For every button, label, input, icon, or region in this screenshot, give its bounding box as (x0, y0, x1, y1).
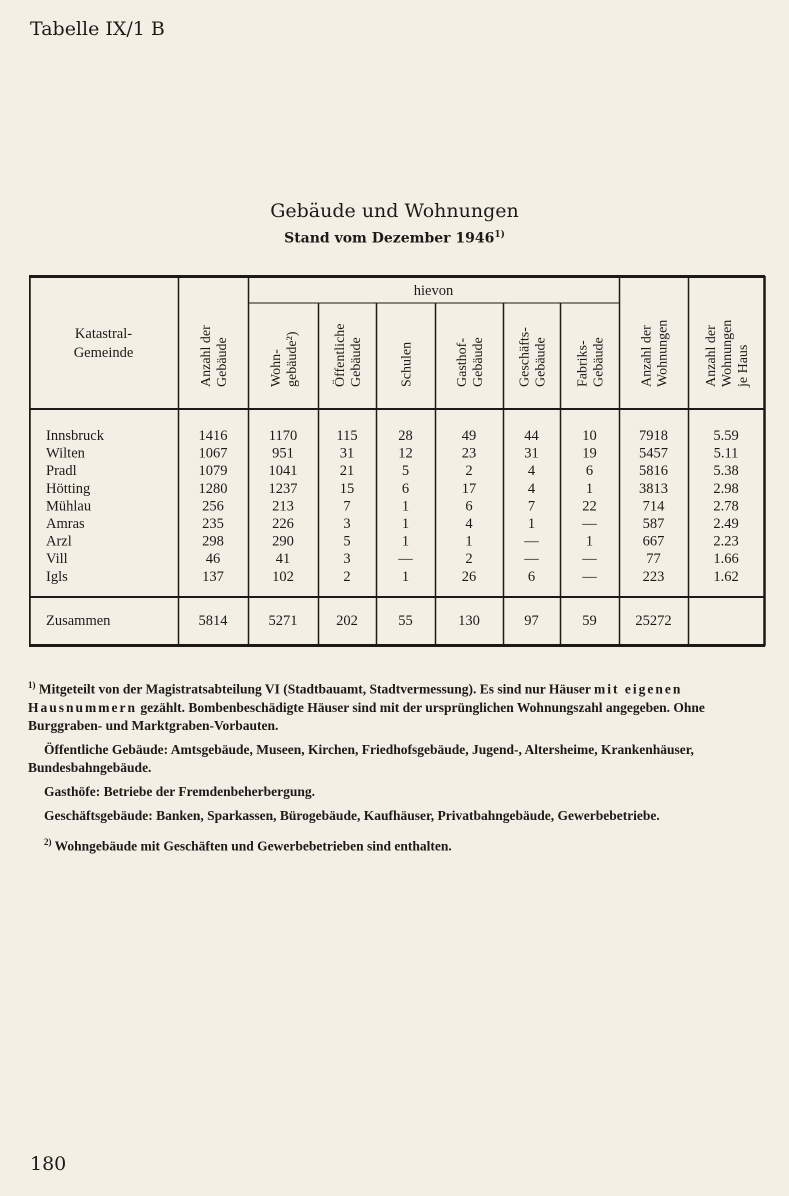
header-anzahl-wohnungen: Anzahl der (639, 325, 655, 387)
table-cell: 12 (398, 445, 413, 462)
page-subtitle (0, 230, 789, 247)
table-cell: 102 (272, 568, 294, 585)
table-label: Tabelle IX/1 B (30, 18, 165, 40)
header-geschaefts: Gebäude (533, 337, 549, 387)
table-cell: — (582, 568, 597, 585)
table-cell: 22 (582, 498, 597, 515)
table-cell: 587 (642, 516, 665, 532)
header-gasthof: Gasthof- (455, 338, 470, 387)
header-wohngebaeude: Wohn- (269, 349, 284, 387)
definition-geschaeftsgebaeude-text: Banken, Sparkassen, Bürogebäude, Kaufhäuser, Privatbahngebäude, Gewerbebetriebe. (156, 807, 660, 823)
table-cell: 17 (461, 480, 477, 497)
buildings-table-drawing (29, 275, 767, 647)
header-gasthof: Gebäude (471, 337, 486, 387)
table-cell: 41 (275, 551, 291, 568)
table-cell: 5457 (639, 445, 668, 462)
total-cell: 59 (582, 613, 597, 629)
table-cell: 7 (527, 498, 536, 515)
header-wohnungen-je-haus: je Haus (736, 344, 751, 387)
header-anzahl-wohnungen: Wohnungen (655, 319, 671, 387)
table-cell: 213 (272, 498, 294, 515)
header-anzahl-gebaeude: Gebäude (215, 337, 230, 387)
table-cell: 1 (465, 533, 473, 550)
header-oeffentliche: Öffentliche (333, 323, 348, 387)
footnote-1-mark: 1) (28, 680, 36, 690)
table-cell: 3 (343, 516, 351, 532)
table-cell: 2 (465, 463, 473, 480)
total-cell: 55 (398, 613, 413, 629)
row-label: Igls (46, 568, 68, 585)
total-cell: 130 (458, 613, 480, 629)
header-anzahl-gebaeude: Anzahl der (199, 325, 214, 387)
row-label: Mühlau (46, 498, 92, 515)
page-number: 180 (30, 1153, 67, 1175)
group-header-hievon: hievon (413, 283, 454, 299)
footnote-2-text: Wohngebäude mit Geschäften und Gewerbebetrieben sind enthalten. (54, 838, 452, 853)
header-gemeinde: Gemeinde (73, 345, 134, 361)
table-cell: 1.62 (713, 568, 739, 585)
buildings-table (29, 275, 767, 647)
table-cell: 223 (642, 568, 665, 585)
footnote-1-emphasis: mit eigenen Hausnummern (28, 681, 683, 715)
table-cell: 1041 (268, 463, 298, 480)
row-label: Pradl (46, 463, 77, 480)
footnote-2 (28, 833, 766, 856)
table-cell: 1 (401, 516, 410, 532)
table-cell: 26 (461, 568, 477, 585)
table-cell: 5816 (639, 463, 668, 480)
table-cell: 2 (465, 551, 473, 568)
footnotes (28, 676, 766, 861)
table-cell: 256 (202, 498, 224, 515)
table-cell: 6 (527, 568, 536, 585)
table-cell: 290 (272, 533, 294, 550)
table-cell: 2.49 (713, 516, 739, 532)
row-label: Hötting (46, 480, 91, 497)
definition-gasthoefe (28, 783, 766, 801)
table-cell: 5 (343, 533, 351, 550)
header-wohnungen-je-haus: Wohnungen (720, 319, 735, 387)
definition-geschaeftsgebaeude (28, 807, 766, 825)
header-fabriks: Fabriks- (575, 340, 591, 387)
table-cell: 6 (465, 498, 473, 515)
table-cell: 49 (461, 428, 477, 444)
header-oeffentliche: Gebäude (349, 337, 364, 387)
table-cell: 2.23 (713, 533, 739, 550)
table-cell: 2.98 (713, 480, 739, 497)
table-cell: 4 (527, 480, 536, 497)
table-cell: 15 (339, 480, 355, 497)
footnote-1-text-a: Mitgeteilt von der Magistratsabteilung VI (Stadtbauamt, Stadtvermessung). Es sind nur Häuser (38, 681, 591, 697)
table-cell: 1170 (268, 428, 298, 444)
table-cell: 1067 (198, 445, 228, 462)
page-title: Gebäude und Wohnungen (270, 200, 519, 222)
table-cell: — (582, 516, 597, 532)
table-cell: 2.78 (713, 498, 739, 515)
total-cell: 202 (336, 613, 358, 629)
table-cell: 951 (272, 445, 294, 462)
table-cell: 1 (585, 533, 594, 550)
table-cell: 7 (343, 498, 351, 515)
table-cell: 115 (336, 428, 358, 444)
table-cell: 1.66 (713, 551, 739, 568)
table-cell: 1 (527, 516, 536, 532)
table-cell: 23 (461, 445, 477, 462)
table-cell: 3813 (639, 480, 668, 497)
row-label: Arzl (46, 533, 72, 550)
subtitle-text: Stand vom Dezember 1946 (284, 230, 495, 247)
table-cell: 5 (401, 463, 410, 480)
definition-gasthoefe-term: Gasthöfe: (44, 783, 101, 799)
table-cell: 31 (339, 445, 355, 462)
definition-oeffentliche (28, 741, 766, 777)
table-cell: 5.38 (713, 463, 739, 480)
total-cell: 5814 (198, 613, 228, 629)
table-cell: 667 (642, 533, 665, 550)
definition-gasthoefe-text: Betriebe der Fremdenbeherbergung. (103, 783, 315, 799)
table-cell: — (524, 533, 539, 550)
table-cell: 1079 (198, 463, 228, 480)
header-gemeinde: Katastral- (74, 326, 133, 342)
table-cell: — (582, 551, 597, 568)
table-cell: 1 (401, 568, 410, 585)
subtitle-footnote-mark: 1) (494, 230, 505, 240)
table-cell: 5.11 (713, 445, 739, 462)
table-cell: 226 (272, 516, 294, 532)
table-cell: 1 (585, 480, 594, 497)
table-cell: 21 (339, 463, 355, 480)
table-cell: 44 (524, 428, 539, 444)
row-label: Amras (46, 516, 85, 532)
table-cell: 3 (343, 551, 351, 568)
table-cell: 2 (343, 568, 351, 585)
table-cell: 4 (465, 516, 473, 532)
table-cell: 4 (527, 463, 536, 480)
table-cell: 19 (582, 445, 597, 462)
table-cell: 77 (646, 551, 661, 568)
table-cell: 1237 (268, 480, 298, 497)
table-cell: 5.59 (713, 428, 739, 444)
table-cell: — (398, 551, 413, 568)
header-wohngebaeude: gebäude²) (285, 331, 300, 387)
table-cell: — (524, 551, 539, 568)
header-schulen: Schulen (399, 341, 415, 387)
table-cell: 1416 (198, 428, 228, 444)
table-cell: 1 (401, 533, 410, 550)
total-label: Zusammen (46, 613, 111, 629)
header-geschaefts: Geschäfts- (517, 327, 533, 387)
definition-geschaeftsgebaeude-term: Geschäftsgebäude: (44, 807, 153, 823)
table-cell: 6 (585, 463, 594, 480)
table-cell: 1280 (198, 480, 228, 497)
definition-oeffentliche-term: Öffentliche Gebäude: (44, 741, 169, 757)
header-fabriks: Gebäude (591, 337, 607, 387)
footnote-1 (28, 676, 766, 735)
table-cell: 235 (202, 516, 224, 532)
row-label: Vill (46, 551, 68, 568)
total-cell: 5271 (268, 613, 298, 629)
footnote-2-mark: 2) (44, 836, 52, 847)
table-cell: 137 (202, 568, 224, 585)
definition-oeffentliche-text: Amtsgebäude, Museen, Kirchen, Friedhofsgebäude, Jugend-, Altersheime, Krankenhäuser, Bundesbahngebäude. (28, 741, 694, 775)
table-cell: 31 (524, 445, 539, 462)
table-cell: 28 (398, 428, 413, 444)
total-cell: 97 (524, 613, 539, 629)
table-cell: 298 (202, 533, 224, 550)
table-cell: 10 (582, 428, 597, 444)
total-cell: 25272 (635, 613, 672, 629)
table-cell: 1 (401, 498, 410, 515)
table-cell: 7918 (639, 428, 668, 444)
row-label: Innsbruck (46, 428, 104, 444)
table-cell: 6 (401, 480, 410, 497)
table-cell: 46 (205, 551, 221, 568)
table-cell: 714 (642, 498, 665, 515)
footnote-1-text-b: gezählt. Bombenbeschädigte Häuser sind mit der ursprünglichen Wohnungszahl angegeben. Ohne Burggraben- und Marktgraben-Vorbauten. (28, 699, 705, 733)
header-wohnungen-je-haus: Anzahl der (704, 325, 719, 387)
row-label: Wilten (46, 445, 85, 462)
